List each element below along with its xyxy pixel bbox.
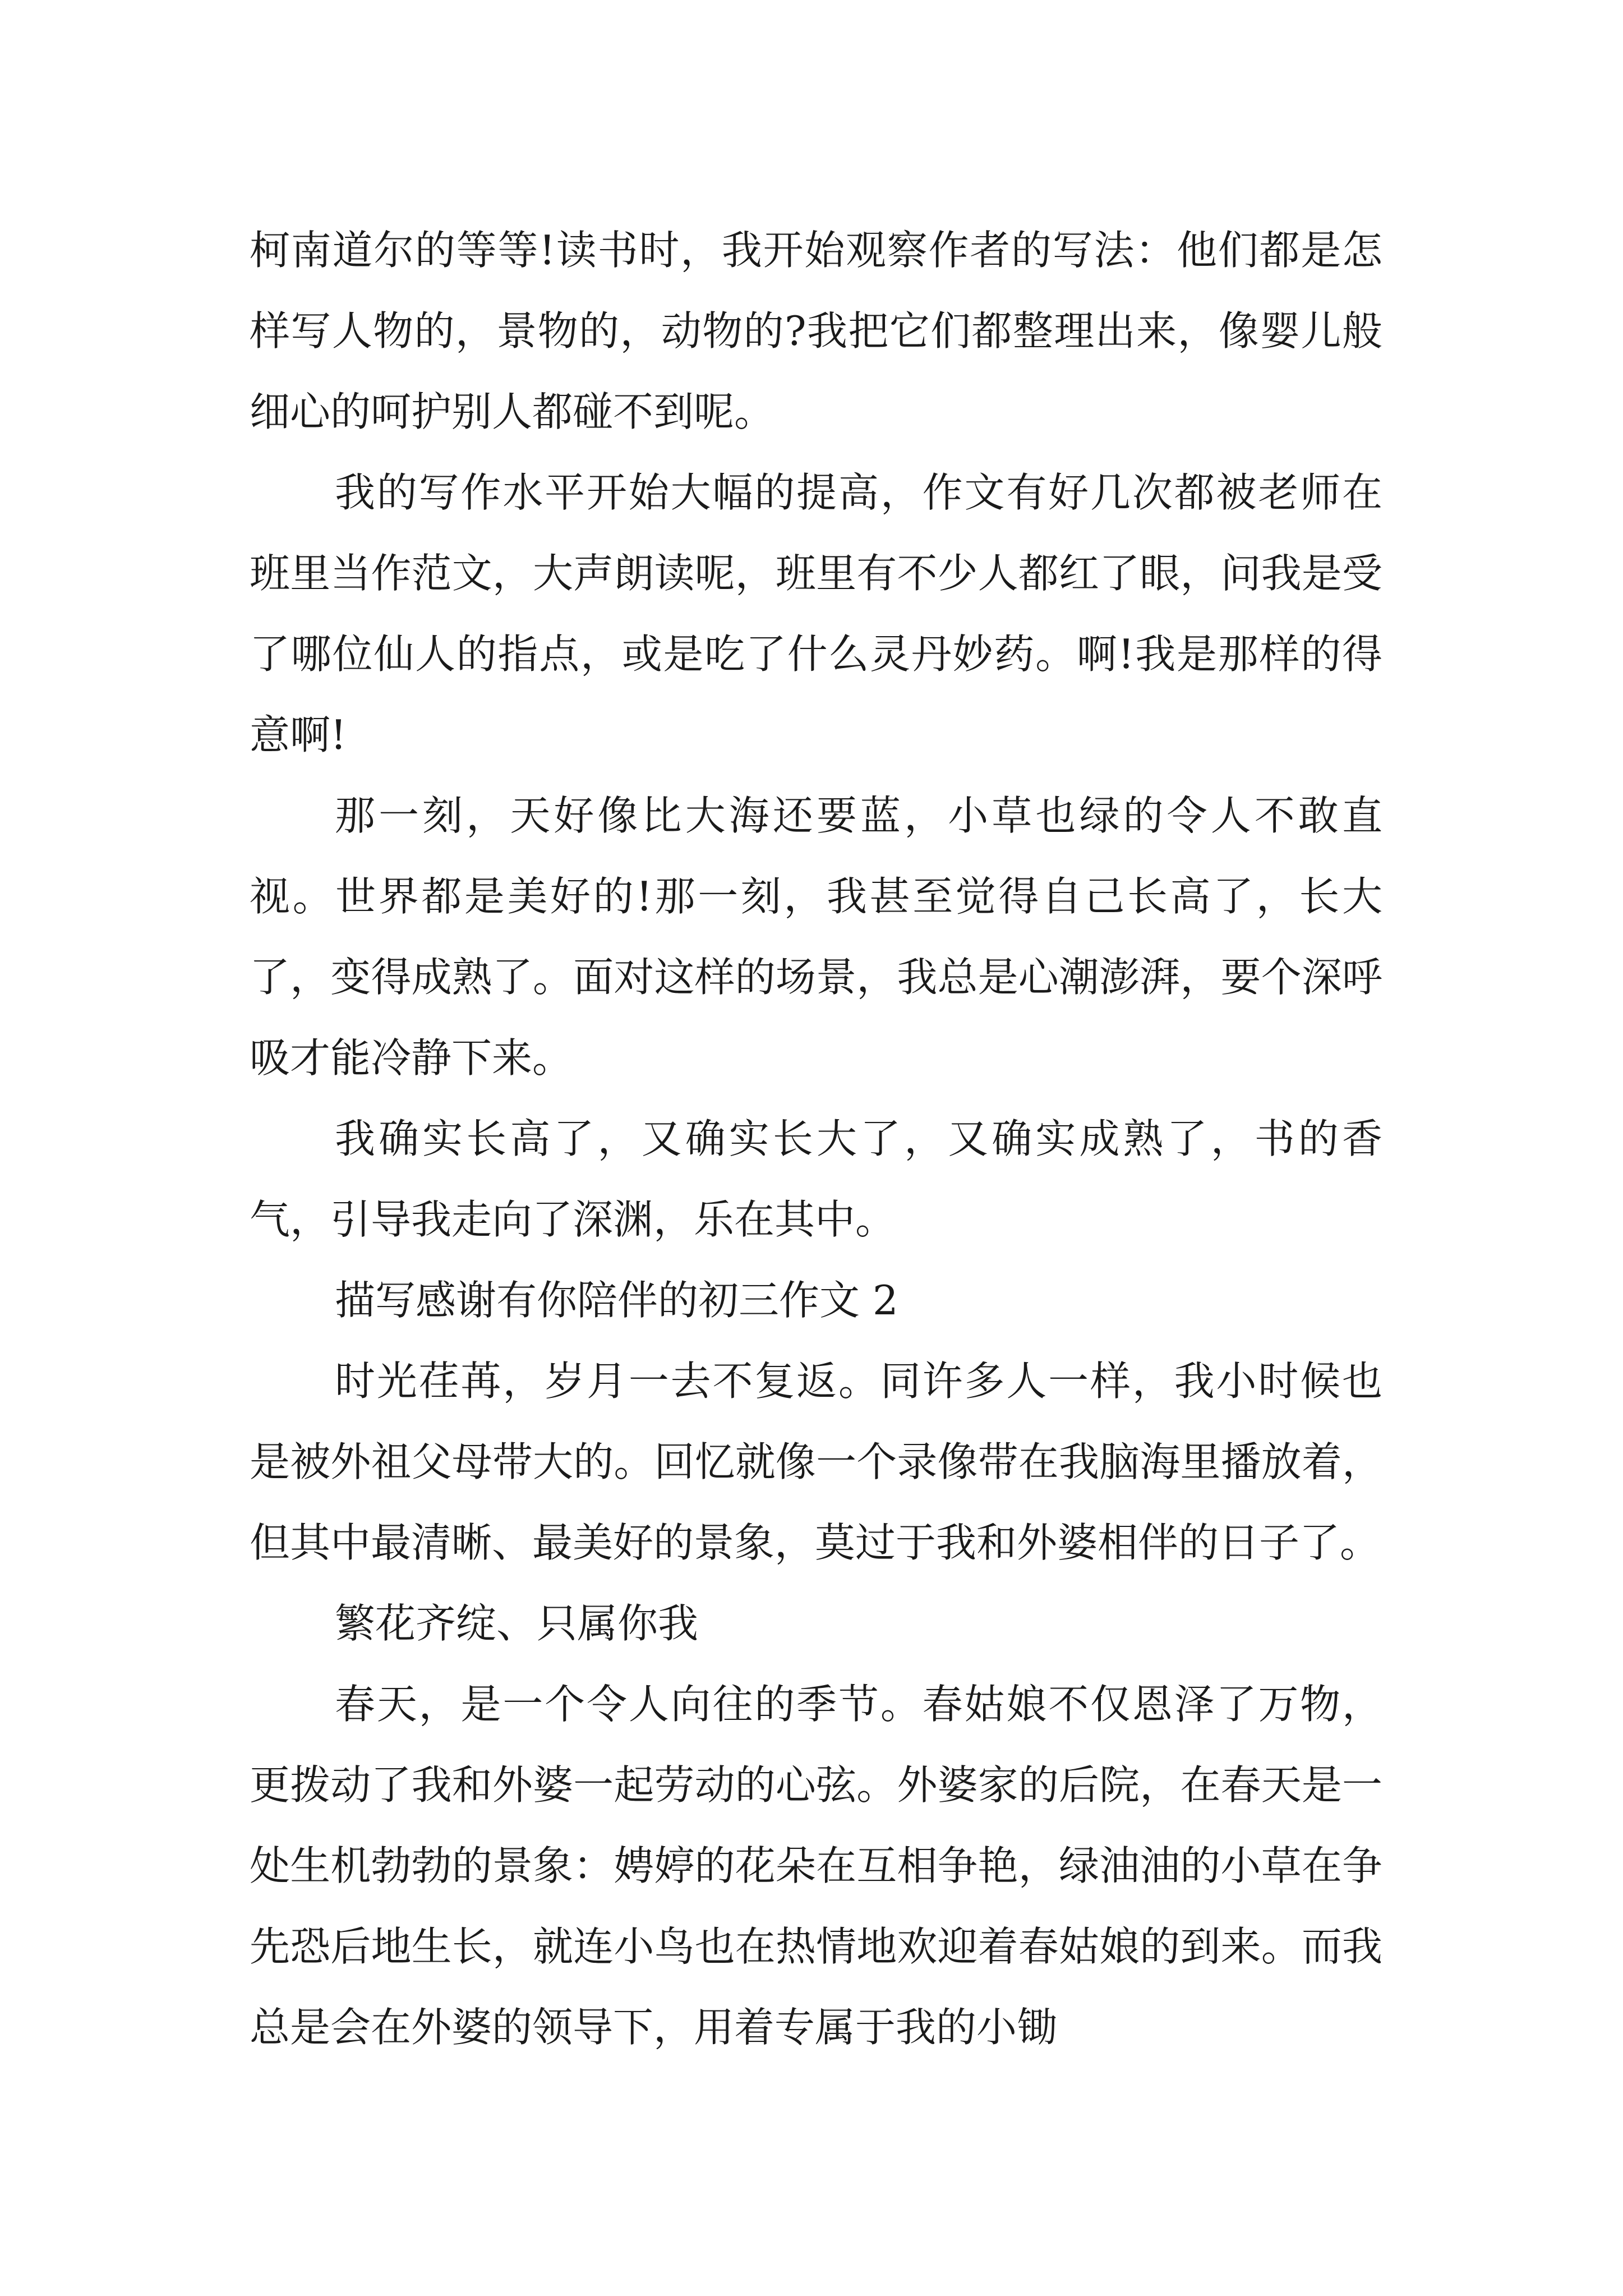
document-body — [250, 210, 1382, 2068]
section-heading: 繁花齐绽、只属你我 — [335, 1600, 699, 1647]
paragraph-5: 时光荏苒，岁月一去不复返。同许多人一样，我小时候也是被外祖父母带大的。回忆就像一个录像带在我脑海里播放着，但其中最清晰、最美好的景象，莫过于我和外婆相伴的日子了。 — [250, 1358, 1382, 1566]
paragraph-6: 春天，是一个令人向往的季节。春姑娘不仅恩泽了万物，更拨动了我和外婆一起劳动的心弦。外婆家的后院，在春天是一处生机勃勃的景象：娉婷的花朵在互相争艳，绿油油的小草在争先恐后地生长，就连小鸟也在热情地欢迎着春姑娘的到来。而我总是会在外婆的领导下，用着专属于我的小锄 — [250, 1681, 1382, 2051]
paragraph-2: 我的写作水平开始大幅的提高，作文有好几次都被老师在班里当作范文，大声朗读呢，班里有不少人都红了眼，问我是受了哪位仙人的指点，或是吃了什么灵丹妙药。啊!我是那样的得意啊! — [250, 469, 1382, 758]
paragraph-1: 柯南道尔的等等!读书时，我开始观察作者的写法：他们都是怎样写人物的，景物的，动物的?我把它们都整理出来，像婴儿般细心的呵护别人都碰不到呢。 — [250, 227, 1382, 435]
paragraph-3: 那一刻，天好像比大海还要蓝，小草也绿的令人不敢直视。世界都是美好的!那一刻，我甚至觉得自己长高了，长大了，变得成熟了。面对这样的场景，我总是心潮澎湃，要个深呼吸才能冷静下来。 — [250, 792, 1382, 1082]
paragraph-4: 我确实长高了，又确实长大了，又确实成熟了，书的香气，引导我走向了深渊，乐在其中。 — [250, 1115, 1382, 1243]
essay-title-2: 描写感谢有你陪伴的初三作文 2 — [335, 1277, 898, 1324]
